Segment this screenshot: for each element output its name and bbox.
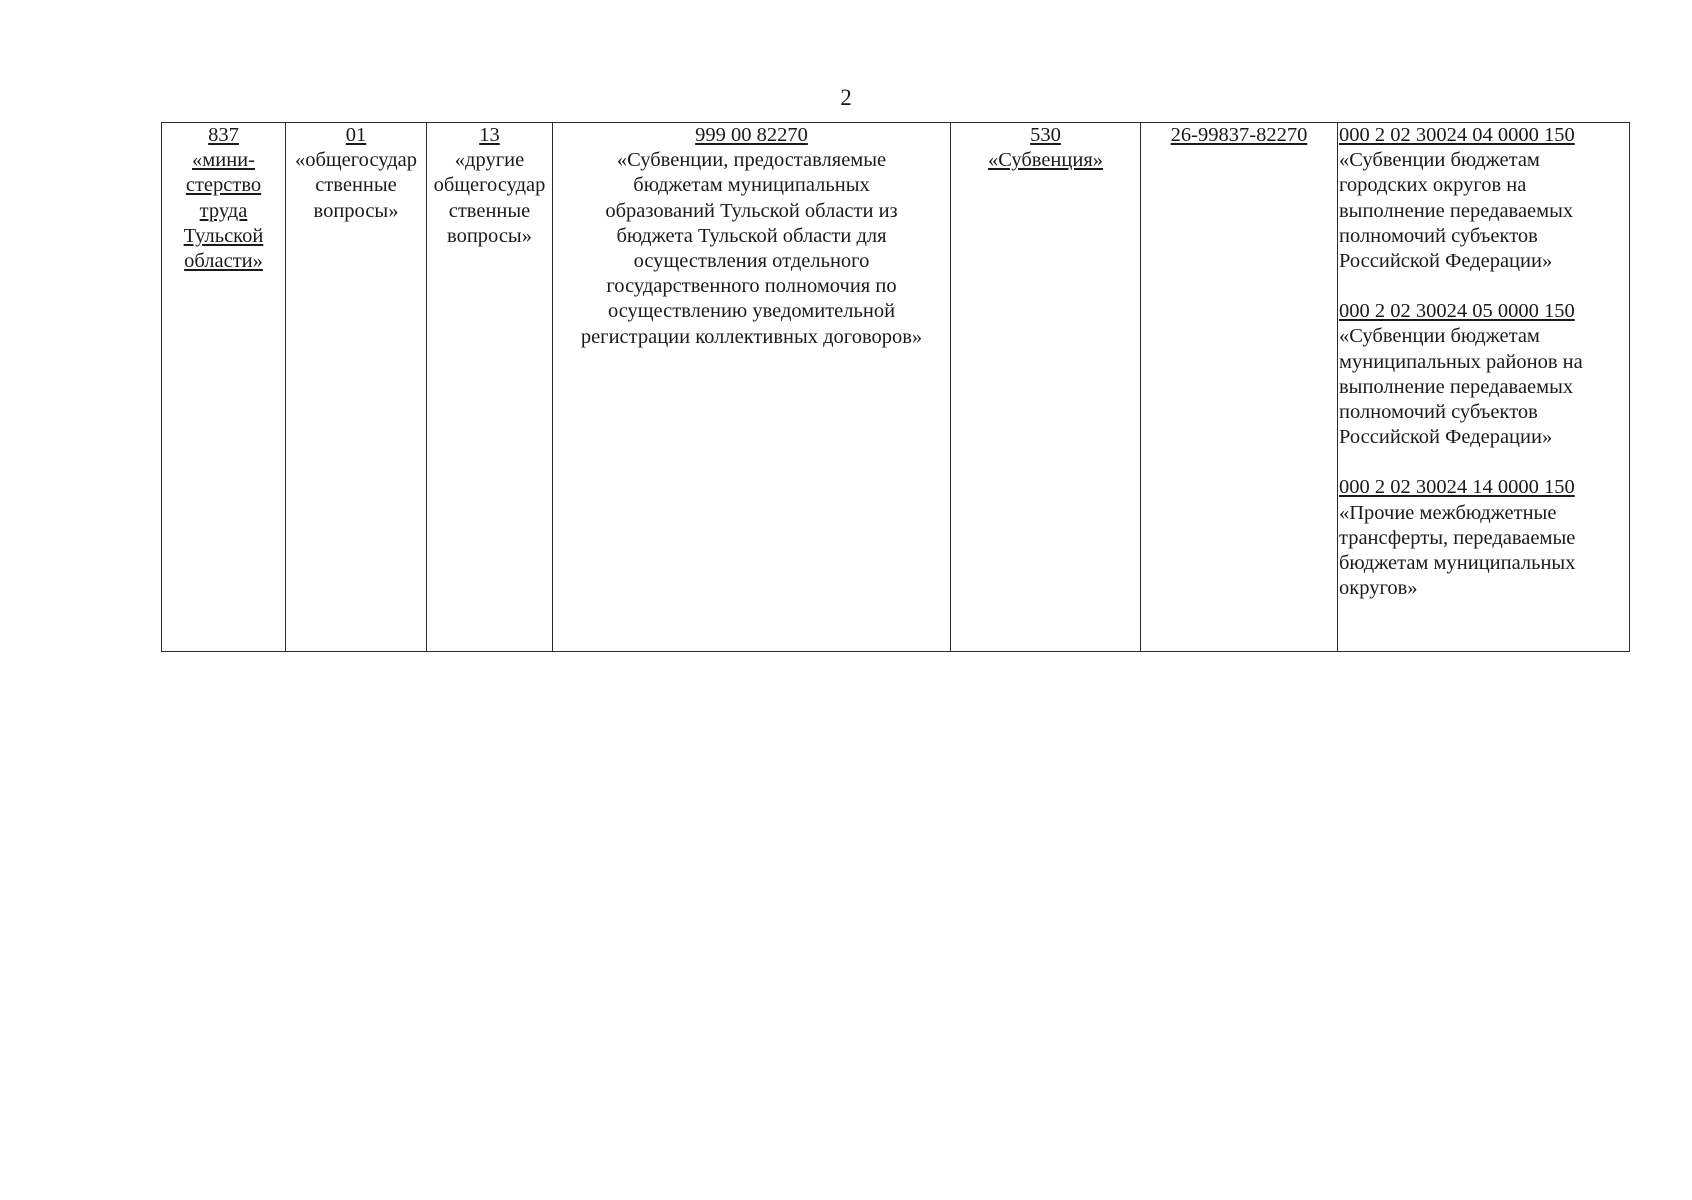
admin-cell <box>162 123 286 652</box>
expense-type-name: «Субвенция» <box>987 149 1104 172</box>
target-article-name-line: бюджета Тульской области для <box>616 224 887 247</box>
revenue-name-line: «Прочие межбюджетные <box>1339 501 1557 524</box>
revenue-code: 000 2 02 30024 04 0000 150 <box>1339 124 1575 146</box>
admin-name-line: «мини- <box>192 149 255 172</box>
revenue-name-line: муниципальных районов на <box>1339 350 1583 373</box>
subsection-code: 13 <box>479 124 500 146</box>
target-article-code: 999 00 82270 <box>695 124 808 146</box>
section-name-line: вопросы» <box>313 199 399 222</box>
revenue-name-line: выполнение передаваемых <box>1339 199 1574 222</box>
target-article-name-line: государственного полномочия по <box>606 275 897 298</box>
document-table <box>161 122 1630 652</box>
target-article-cell <box>553 123 951 652</box>
revenue-code: 000 2 02 30024 05 0000 150 <box>1339 300 1575 323</box>
revenue-name-line: округов» <box>1339 577 1418 600</box>
target-article-name-line: образований Тульской области из <box>605 199 898 222</box>
target-article-name-line: осуществления отдельного <box>633 250 870 273</box>
target-article-name-line: «Субвенции, предоставляемые <box>616 149 887 172</box>
admin-name-line: труда <box>199 199 248 222</box>
admin-name-line: Тульской <box>183 224 264 247</box>
revenue-codes-cell <box>1338 123 1630 652</box>
section-cell <box>286 123 427 652</box>
spacer <box>1339 450 1628 475</box>
subsection-name-line: ственные <box>448 199 531 222</box>
revenue-name-line: трансферты, передаваемые <box>1339 526 1576 549</box>
page-number: 2 <box>840 85 852 110</box>
revenue-name-line: «Субвенции бюджетам <box>1339 149 1540 172</box>
table-row <box>162 123 1630 652</box>
subsection-name-line: общегосудар <box>433 174 546 197</box>
section-code: 01 <box>345 124 367 146</box>
spacer <box>1339 274 1628 299</box>
expense-type-code: 530 <box>1030 124 1061 146</box>
admin-name-line: области» <box>184 250 263 273</box>
revenue-name-line: Российской Федерации» <box>1339 426 1553 449</box>
section-name-line: «общегосудар <box>294 149 418 172</box>
revenue-code: 000 2 02 30024 14 0000 150 <box>1339 476 1575 499</box>
revenue-name-line: городских округов на <box>1339 174 1527 197</box>
revenue-name-line: «Субвенции бюджетам <box>1339 325 1540 348</box>
target-article-name-line: регистрации коллективных договоров» <box>580 325 923 348</box>
purpose-code-cell <box>1141 123 1338 652</box>
expense-type-cell <box>951 123 1141 652</box>
admin-name-line: стерство <box>185 174 262 197</box>
revenue-name-line: Российской Федерации» <box>1339 250 1553 273</box>
revenue-name-line: бюджетам муниципальных <box>1339 552 1576 575</box>
target-article-name-line: осуществлению уведомительной <box>607 300 896 323</box>
revenue-name-line: полномочий субъектов <box>1339 224 1538 247</box>
revenue-name-line: выполнение передаваемых <box>1339 375 1574 398</box>
subsection-cell <box>427 123 553 652</box>
target-article-name-line: бюджетам муниципальных <box>633 174 870 197</box>
subsection-name-line: «другие <box>454 149 525 172</box>
purpose-code: 26-99837-82270 <box>1170 124 1308 146</box>
subsection-name-line: вопросы» <box>447 224 532 247</box>
section-name-line: ственные <box>315 174 397 197</box>
admin-code: 837 <box>208 124 239 146</box>
revenue-name-line: полномочий субъектов <box>1339 401 1538 424</box>
